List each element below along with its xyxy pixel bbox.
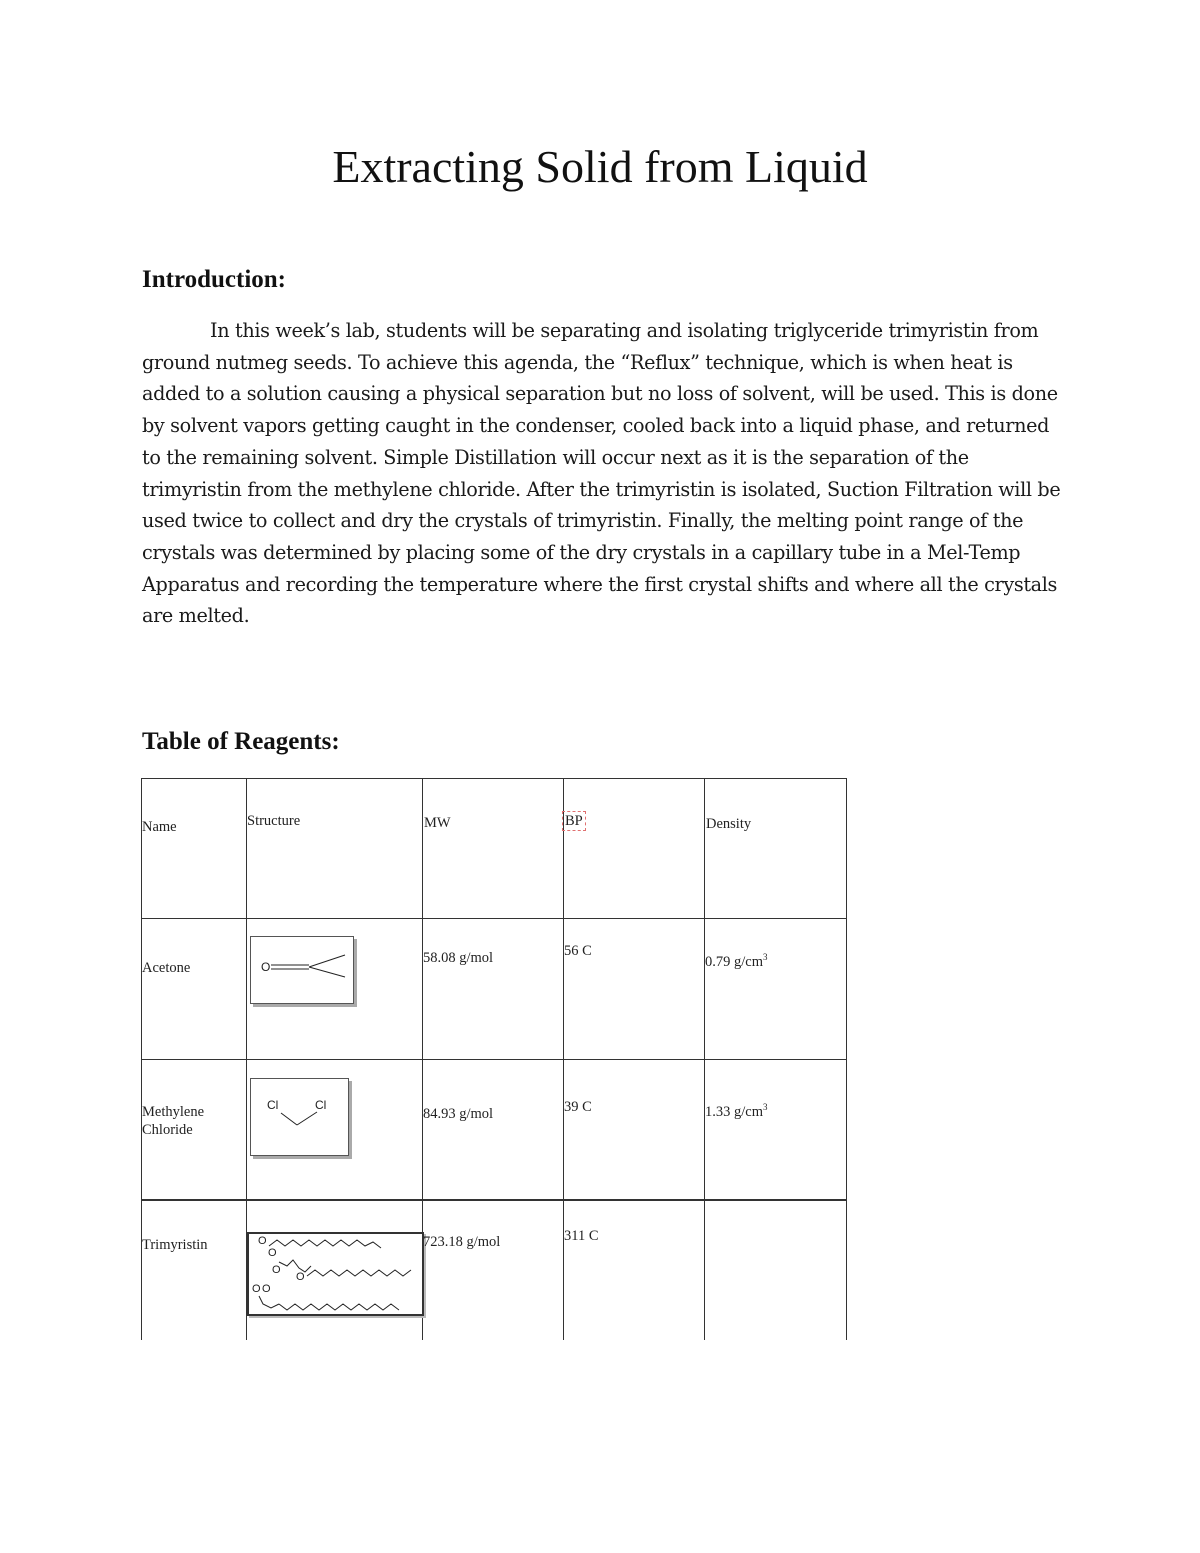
methylene-chloride-bp: 39 C <box>564 1099 592 1115</box>
acetone-structure-diagram <box>251 937 353 1003</box>
acetone-name: Acetone <box>142 960 191 976</box>
trimyristin-oxygen-label: O <box>272 1264 281 1276</box>
trimyristin-oxygen-label: O <box>258 1235 267 1247</box>
header-name: Name <box>142 819 177 835</box>
header-bp: BP <box>565 813 583 829</box>
chlorine-label-left: Cl <box>267 1098 279 1112</box>
methylene-chloride-mw: 84.93 g/mol <box>423 1106 494 1122</box>
introduction-paragraph: In this week’s lab, students will be separating and isolating triglyceride trimyristin from ground nutmeg seeds. To achieve this agenda, the “Reflux” technique, which is when heat is added to a solution causing a physical separation but no loss of solvent, will be used. This is done by solvent vapors getting caught in the condenser, cooled back into a liquid phase, and returned to the remaining solvent. Simple Distillation will occur next as it is the separation of the trimyristin from the methylene chloride. After the trimyristin is isolated, Suction Filtration will be used twice to collect and dry the crystals of trimyristin. Finally, the melting point range of the crystals was determined by placing some of the dry crystals in a capillary tube in a Mel-Temp Apparatus and recording the temperature where the first crystal shifts and where all the crystals are melted. <box>142 319 1061 628</box>
acetone-density: 0.79 $g/cm^3$ <box>705 952 768 970</box>
trimyristin-oxygen-label: O <box>296 1271 305 1283</box>
acetone-bp: 56 C <box>564 943 592 959</box>
table-divider <box>141 918 847 919</box>
table-border-top <box>141 778 847 779</box>
chlorine-label-right: Cl <box>315 1098 327 1112</box>
table-divider <box>141 1059 847 1060</box>
trimyristin-oxygen-label: O <box>268 1247 277 1259</box>
header-structure: Structure <box>247 813 301 829</box>
acetone-mw: 58.08 g/mol <box>423 950 494 966</box>
acetone-oxygen-label: O <box>261 960 271 974</box>
trimyristin-name: Trimyristin <box>142 1237 208 1253</box>
introduction-heading: Introduction: <box>142 266 287 293</box>
header-density: Density <box>706 816 752 832</box>
trimyristin-bp: 311 C <box>564 1228 599 1244</box>
table-divider <box>141 1199 847 1201</box>
trimyristin-mw: 723.18 g/mol <box>423 1234 501 1250</box>
reagents-heading: Table of Reagents: <box>142 728 340 755</box>
methylene-chloride-structure <box>250 1078 349 1156</box>
methylene-chloride-name: Methylene Chloride <box>142 1104 205 1138</box>
page-title: Extracting Solid from Liquid <box>332 141 868 192</box>
trimyristin-structure <box>247 1232 424 1316</box>
trimyristin-structure-diagram <box>249 1234 422 1314</box>
methylene-chloride-structure-diagram <box>251 1079 348 1155</box>
header-mw: MW <box>424 815 451 831</box>
methylene-chloride-density: 1.33 $g/cm^3$ <box>705 1102 768 1120</box>
trimyristin-oxygen-label: O <box>252 1283 261 1295</box>
trimyristin-oxygen-label: O <box>262 1283 271 1295</box>
acetone-structure <box>250 936 354 1004</box>
reagents-table <box>141 778 847 1340</box>
